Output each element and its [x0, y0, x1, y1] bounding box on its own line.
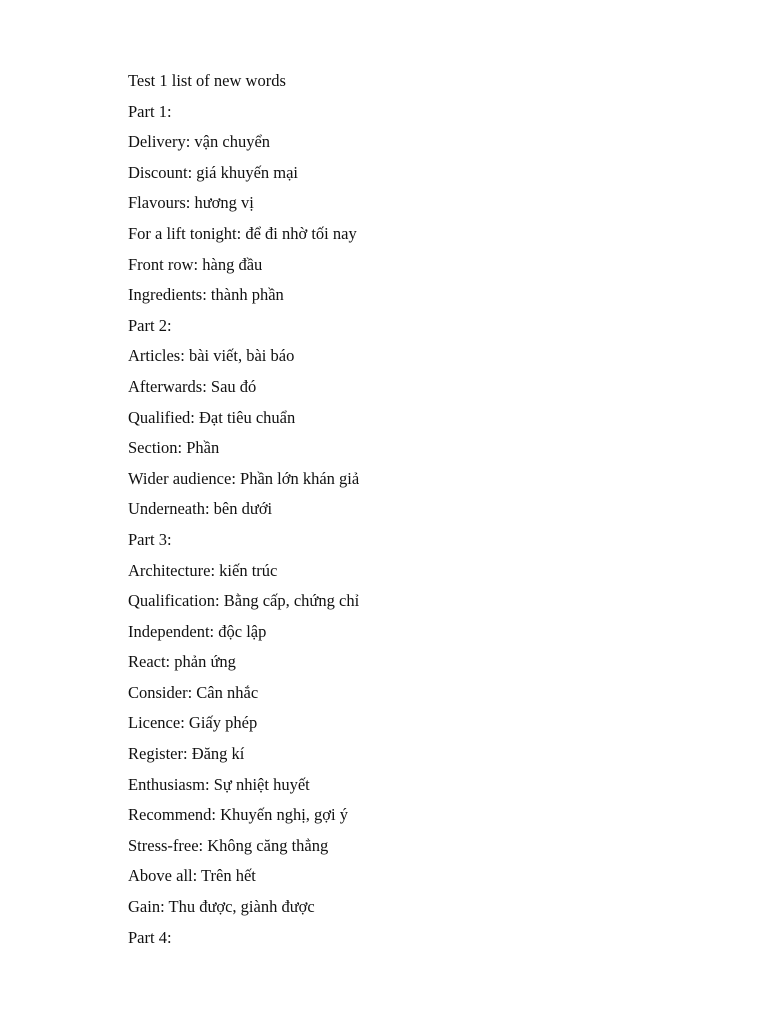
vocab-line: Discount: giá khuyến mại — [128, 162, 299, 182]
vocab-line: Gain: Thu được, giành được — [128, 897, 315, 917]
vocab-line: React: phản ứng — [128, 652, 236, 672]
vocab-line: Recommend: Khuyến nghị, gợi ý — [128, 805, 348, 825]
vocab-line: Qualified: Đạt tiêu chuẩn — [128, 407, 296, 427]
section-heading-part-3: Part 3: — [128, 529, 172, 549]
vocab-line: Architecture: kiến trúc — [128, 560, 278, 580]
vocab-line: Enthusiasm: Sự nhiệt huyết — [128, 774, 310, 794]
vocab-line: Above all: Trên hết — [128, 866, 256, 886]
vocab-line: For a lift tonight: để đi nhờ tối nay — [128, 223, 357, 243]
vocab-line: Section: Phần — [128, 438, 220, 458]
vocab-line: Qualification: Bằng cấp, chứng chỉ — [128, 591, 360, 611]
section-heading-part-4: Part 4: — [128, 927, 172, 947]
vocab-line: Delivery: vận chuyển — [128, 132, 271, 152]
vocab-line: Licence: Giấy phép — [128, 713, 258, 733]
vocab-line: Front row: hàng đầu — [128, 254, 263, 274]
vocab-line: Register: Đăng kí — [128, 744, 245, 764]
vocab-line: Flavours: hương vị — [128, 193, 254, 213]
vocab-line: Underneath: bên dưới — [128, 499, 273, 519]
vocab-line: Stress-free: Không căng thẳng — [128, 835, 329, 855]
vocab-line: Independent: độc lập — [128, 621, 267, 641]
vocab-line: Articles: bài viết, bài báo — [128, 346, 295, 366]
section-heading-part-1: Part 1: — [128, 101, 172, 121]
vocab-line: Afterwards: Sau đó — [128, 376, 257, 396]
vocab-line: Wider audience: Phần lớn khán giả — [128, 468, 360, 488]
vocab-line: Consider: Cân nhắc — [128, 682, 259, 702]
vocab-line: Ingredients: thành phần — [128, 285, 284, 305]
document-body — [128, 66, 688, 953]
section-heading-part-2: Part 2: — [128, 315, 172, 335]
document-title: Test 1 list of new words — [128, 71, 286, 90]
